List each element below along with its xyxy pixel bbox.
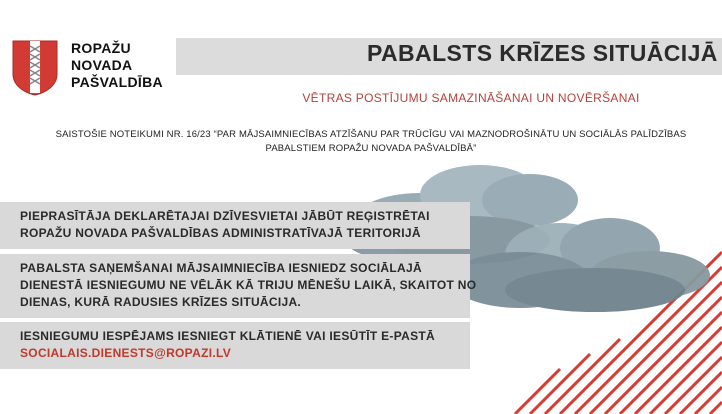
requirement-item: [20, 328, 435, 362]
requirement-line: DIENESTĀ IESNIEGUMU NE VĒLĀK KĀ TRIJU MĒNEŠU LAIKĀ, SKAITOT NO: [20, 278, 477, 292]
requirement-line: PABALSTA SAŅEMŠANAI MĀJSAIMNIECĪBA IESNIEDZ SOCIĀLAJĀ: [20, 261, 422, 275]
org-line: ROPAŽU: [71, 40, 131, 56]
page-subtitle: VĒTRAS POSTĪJUMU SAMAZINĀŠANAI UN NOVĒRŠANAI: [302, 91, 640, 105]
regulation-line: SAISTOŠIE NOTEIKUMI NR. 16/23 “PAR MĀJSAIMNIECĪBAS ATZĪŠANU PAR TRŪCĪGU VAI MAZNODROŠINĀTU UN SOCIĀLĀS PALĪDZĪBAS: [55, 129, 687, 140]
regulation-line: PABALSTIEM ROPAŽU NOVADA PAŠVALDĪBĀ”: [265, 143, 477, 154]
requirement-line: DIENAS, KURĀ RADUSIES KRĪZES SITUĀCIJA.: [20, 295, 302, 309]
org-line: NOVADA: [71, 57, 133, 73]
requirement-line: PIEPRASĪTĀJA DEKLARĒTAJAI DZĪVESVIETAI JĀBŪT REĢISTRĒTAI: [20, 209, 430, 223]
email-link[interactable]: SOCIALAIS.DIENESTS@ROPAZI.LV: [20, 346, 232, 360]
requirement-item: [20, 208, 430, 242]
org-line: PAŠVALDĪBA: [71, 74, 163, 90]
requirement-line: IESNIEGUMU IESPĒJAMS IESNIEGT KLĀTIENĒ VAI IESŪTĪT E-PASTĀ: [20, 329, 436, 343]
requirement-line: ROPAŽU NOVADA PAŠVALDĪBAS ADMINISTRATĪVAJĀ TERITORIJĀ: [20, 226, 421, 240]
requirement-item: [20, 260, 476, 311]
page-title: PABALSTS KRĪZES SITUĀCIJĀ: [367, 40, 718, 66]
